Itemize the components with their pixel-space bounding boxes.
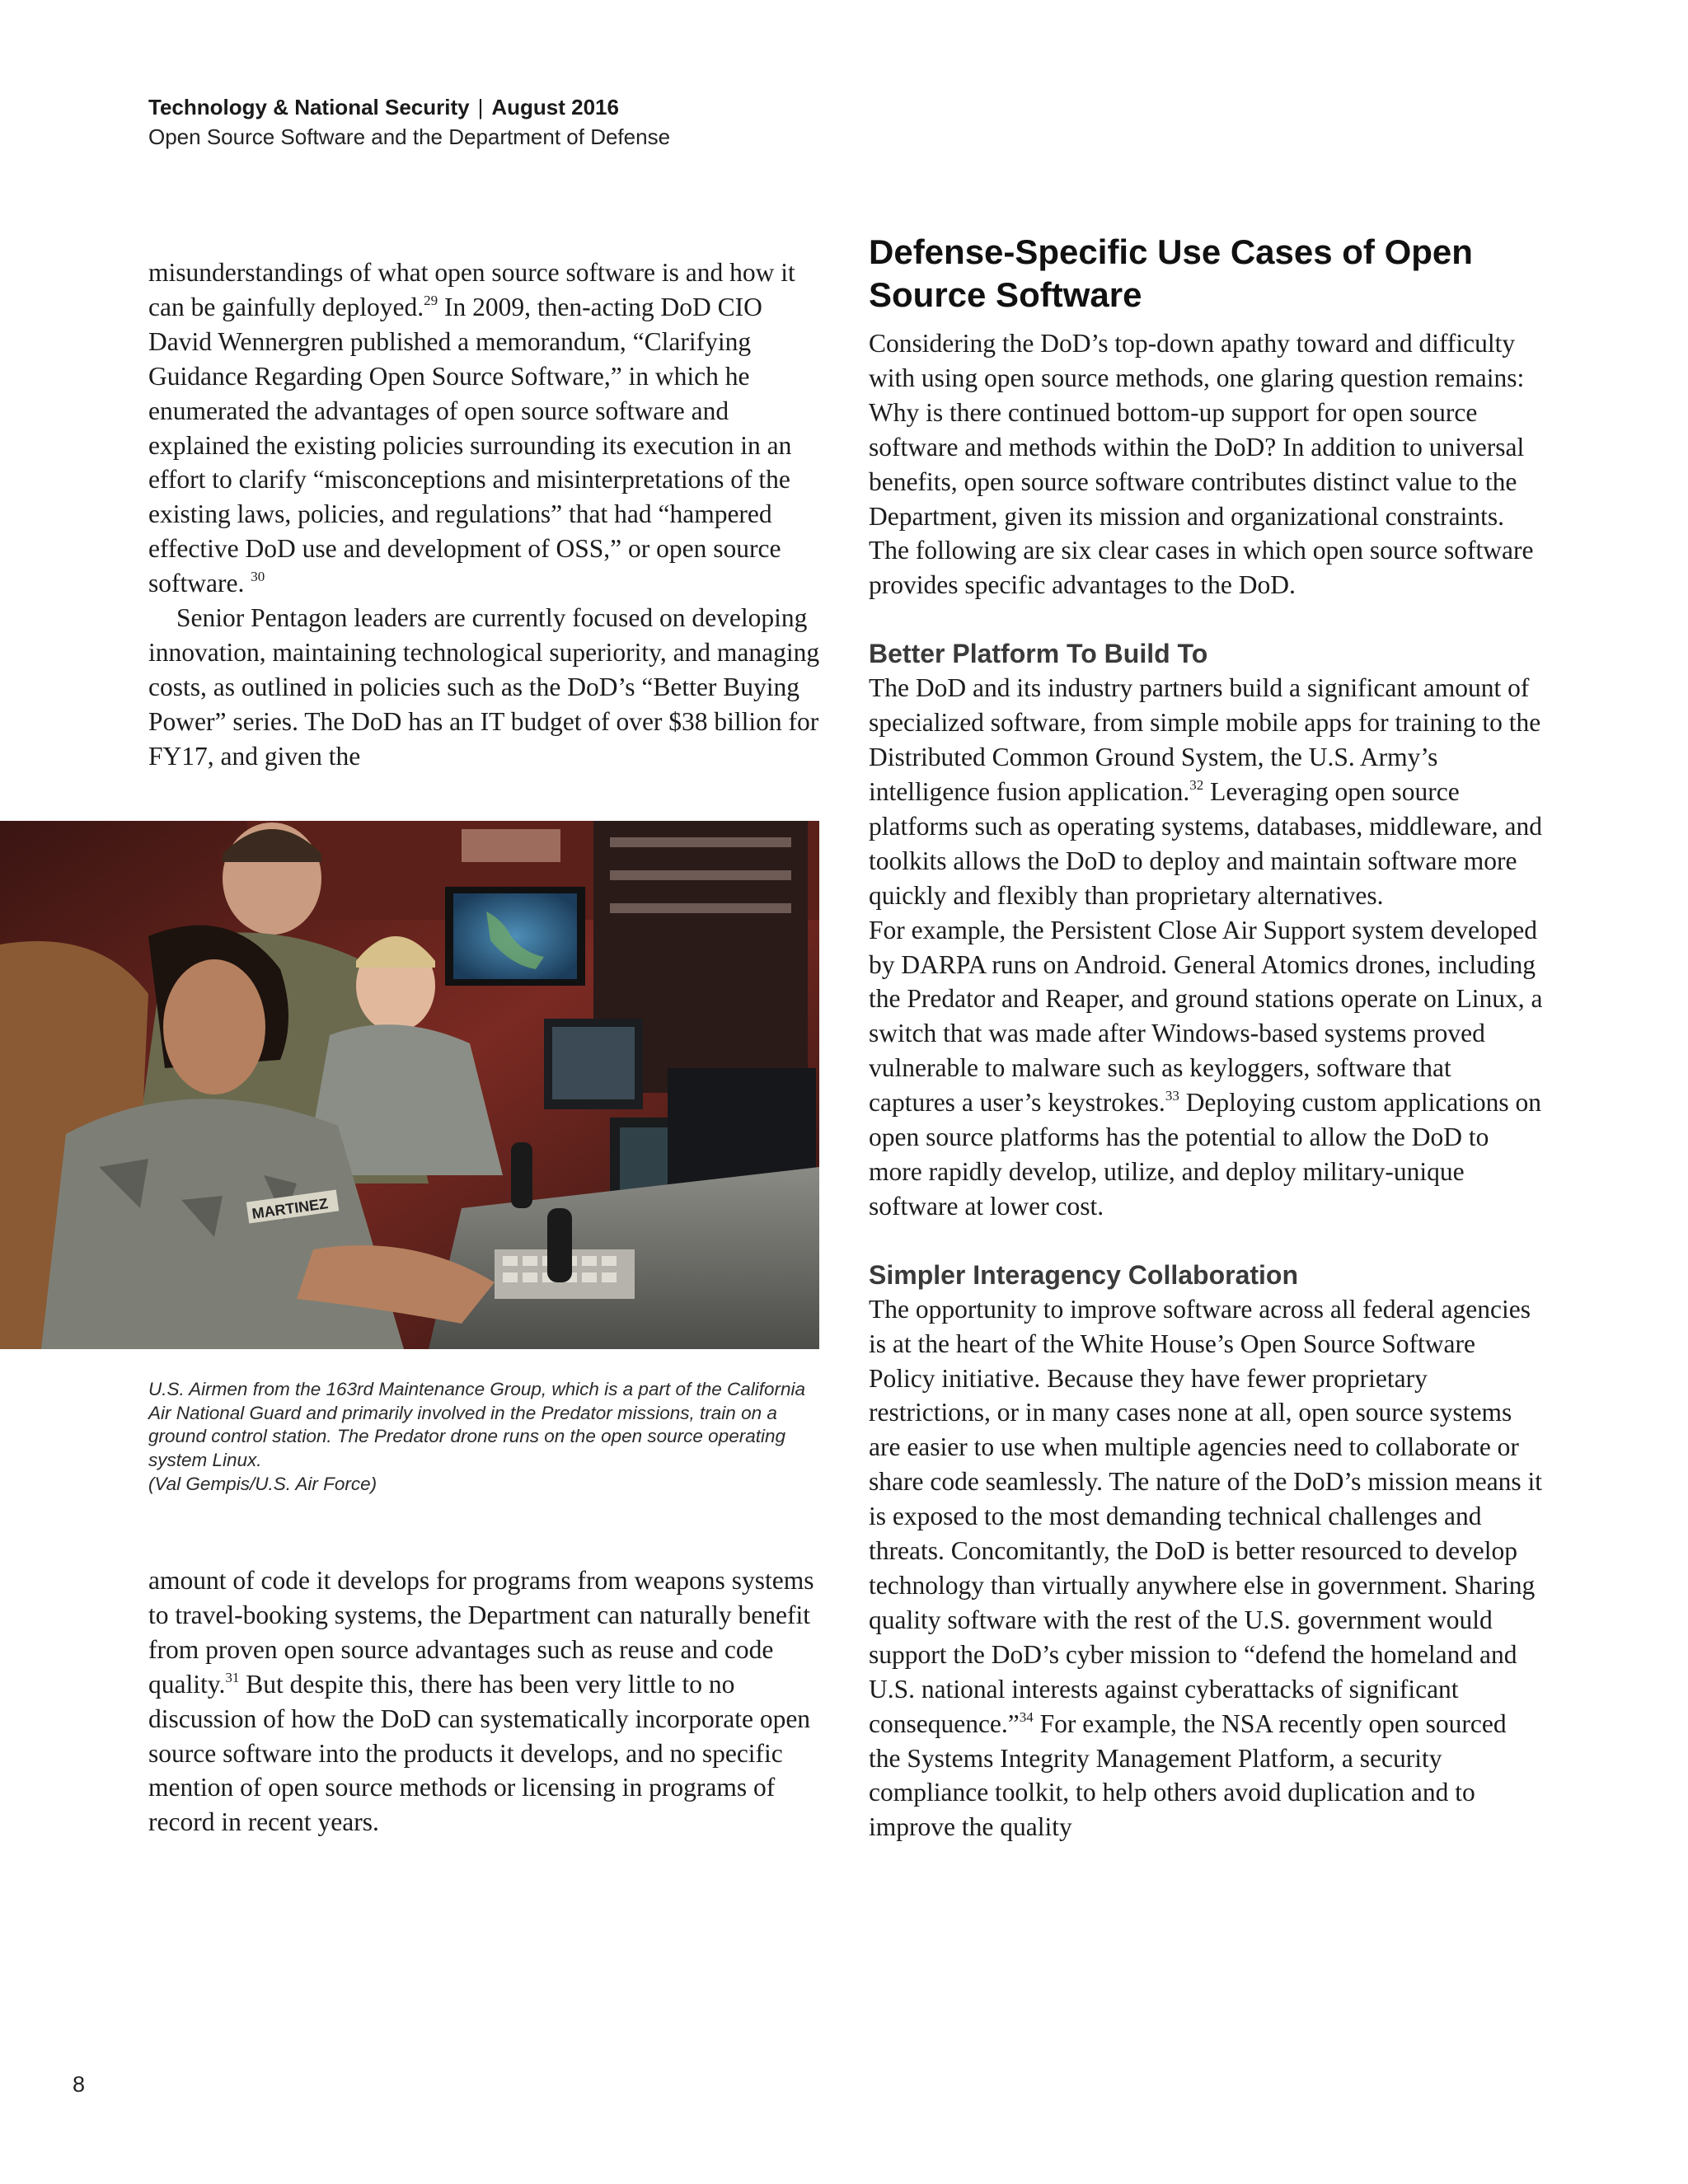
body-paragraph <box>869 671 1543 912</box>
paragraph-text: The DoD and its industry partners build a significant amount of specialized software, from simple mobile apps for training to the Distributed Common Ground System, the U.S. Army’s intelligence fusion application. <box>869 673 1541 806</box>
page-number: 8 <box>73 2072 86 2097</box>
training-photo <box>0 821 819 1349</box>
intro-paragraph: Considering the DoD’s top-down apathy toward and difficulty with using open source methods, one glaring question remains: Why is there continued bottom-up support for open source software and methods within the DoD? In addition to universal benefits, open source software contributes distinct value to the Department, given its mission and organizational constraints. The following are six clear cases in which open source software provides specific advantages to the DoD. <box>869 329 1534 600</box>
subheading-better-platform: Better Platform To Build To <box>869 639 1208 669</box>
left-column-bottom <box>148 1563 824 1840</box>
paragraph-text: Leveraging open source platforms such as operating systems, databases, middleware, and toolkits allows the DoD to deploy and maintain software more quickly and flexibly than proprietary alternatives. <box>869 776 1543 910</box>
name-tape-text: MARTINEZ <box>251 1195 330 1222</box>
footnote-ref-34: 34 <box>1019 1708 1034 1725</box>
body-paragraph: Senior Pentagon leaders are currently focused on developing innovation, maintaining technological superiority, and managing costs, as outlined in policies such as the DoD’s “Better Buying Power” series. The DoD has an IT budget of over $38 billion for FY17, and given the <box>148 603 820 771</box>
paragraph-text: For example, the Persistent Close Air Support system developed by DARPA runs on Android. General Atomics drones, including the Predator and Reaper, and ground stations operate on Linux, a switch that was made after Windows-based systems proved vulnerable to malware such as keyloggers, software that captures a user’s keystrokes. <box>869 915 1543 1118</box>
header-separator: | <box>477 95 484 120</box>
section-heading: Defense-Specific Use Cases of Open Source Software <box>869 232 1473 314</box>
running-header <box>148 92 670 152</box>
paragraph-text: misunderstandings of what open source software is and how it can be gainfully deployed. <box>148 258 795 321</box>
header-line-1 <box>148 92 670 122</box>
body-paragraph <box>148 255 824 601</box>
photo-credit: (Val Gempis/U.S. Air Force) <box>148 1473 377 1494</box>
paragraph-text: amount of code it develops for programs from weapons systems to travel-booking systems, the Department can naturally benefit from proven open source advantages such as reuse and code quality. <box>148 1566 814 1699</box>
subheading-interagency: Simpler Interagency Collaboration <box>869 1259 1298 1290</box>
footnote-ref-31: 31 <box>225 1669 240 1685</box>
left-column-top <box>148 255 824 774</box>
publication-name: Technology & National Security <box>148 95 470 120</box>
footnote-ref-30: 30 <box>251 569 265 585</box>
body-paragraph <box>148 1563 824 1840</box>
paragraph-text: For example, the NSA recently open sourced the Systems Integrity Management Platform, a security compliance toolkit, to help others avoid duplication and to improve the quality <box>869 1708 1507 1842</box>
paragraph-text: Deploying custom applications on open source platforms has the potential to allow the DoD to more rapidly develop, utilize, and deploy military-unique software at lower cost. <box>869 1088 1541 1221</box>
paragraph-text: The opportunity to improve software across all federal agencies is at the heart of the White House’s Open Source Software Policy initiative. Because they have fewer proprietary restrictions, or in many cases none at all, open source systems are easier to use when multiple agencies need to collaborate or share code seamlessly. The nature of the DoD’s mission means it is exposed to the most demanding technical challenges and threats. Concomitantly, the DoD is better resourced to develop technology than virtually anywhere else in government. Sharing quality software with the rest of the U.S. government would support the DoD’s cyber mission to “defend the homeland and U.S. national interests against cyberattacks of significant consequence.” <box>869 1294 1543 1738</box>
body-paragraph <box>869 1292 1543 1845</box>
caption-text: U.S. Airmen from the 163rd Maintenance Group, which is a part of the California Air National Guard and primarily involved in the Predator missions, train on a ground control station. The Predator drone runs on the open source operating system Linux. <box>148 1379 806 1471</box>
footnote-ref-29: 29 <box>424 292 438 308</box>
report-subtitle: Open Source Software and the Department of Defense <box>148 124 671 149</box>
paragraph-text: In 2009, then-acting DoD CIO David Wennergren published a memorandum, “Clarifying Guidance Regarding Open Source Software,” in which he enumerated the advantages of open source software and explained the existing policies surrounding its execution in an effort to clarify “misconceptions and misinterpretations of the existing laws, policies, and regulations” that had “hampered effective DoD use and development of OSS,” or open source software. <box>148 292 792 598</box>
right-column <box>869 231 1543 1844</box>
publication-date: August 2016 <box>491 95 619 120</box>
footnote-ref-33: 33 <box>1165 1088 1179 1104</box>
footnote-ref-32: 32 <box>1189 776 1204 793</box>
paragraph-text: But despite this, there has been very little to no discussion of how the DoD can systematically incorporate open source software into the products it develops, and no specific mention of open source methods or licensing in programs of record in recent years. <box>148 1669 811 1837</box>
body-paragraph <box>869 913 1543 1224</box>
photo-caption <box>148 1378 824 1497</box>
photo-illustration <box>0 821 819 1349</box>
